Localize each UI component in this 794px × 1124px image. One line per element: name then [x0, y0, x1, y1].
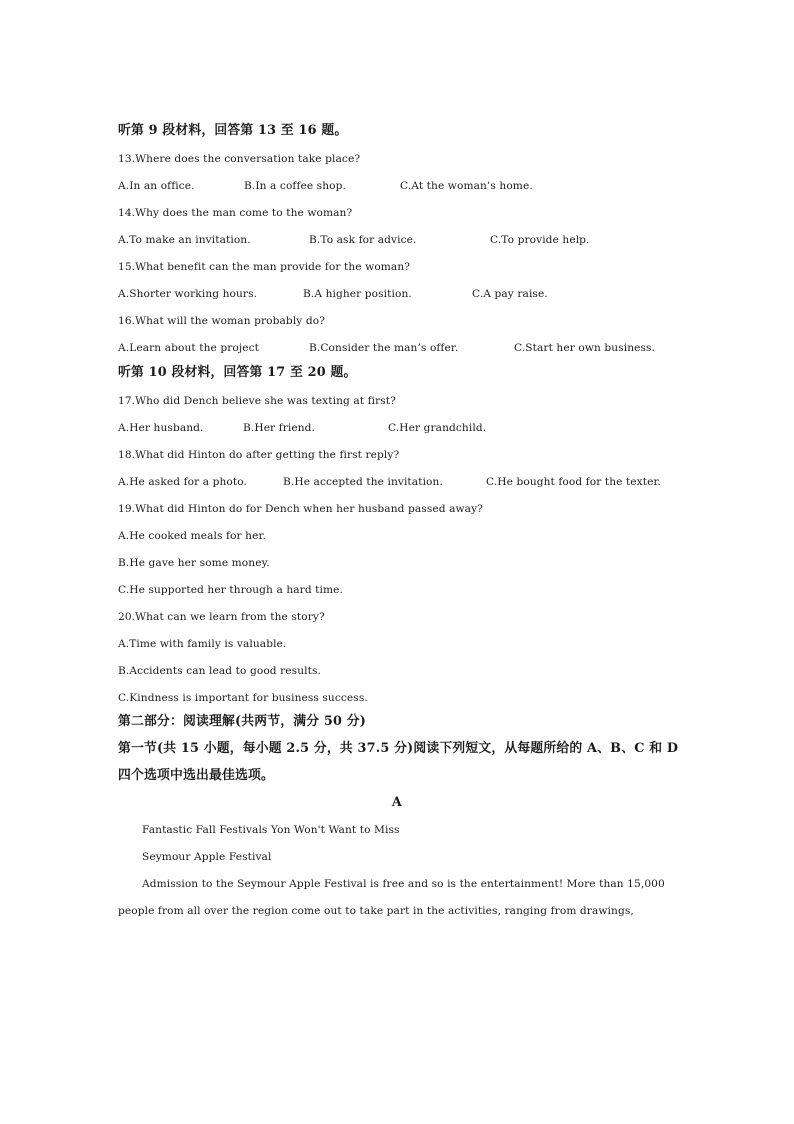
question-17: 17.Who did Dench believe she was texting at first? — [118, 395, 396, 407]
option-18-b: B.He accepted the invitation. — [283, 476, 443, 488]
question-14: 14.Why does the man come to the woman? — [118, 207, 353, 219]
option-13-c: C.At the woman’s home. — [400, 180, 533, 192]
option-15-b: B.A higher position. — [303, 288, 412, 300]
option-19-a: A.He cooked meals for her. — [118, 530, 266, 542]
part-2-heading: 第二部分：阅读理解(共两节，满分 50 分) — [118, 714, 366, 729]
option-17-b: B.Her friend. — [243, 422, 316, 434]
question-18: 18.What did Hinton do after getting the first reply? — [118, 449, 400, 461]
question-19: 19.What did Hinton do for Dench when her husband passed away? — [118, 503, 483, 515]
option-19-c: C.He supported her through a hard time. — [118, 584, 344, 596]
question-20: 20.What can we learn from the story? — [118, 611, 325, 623]
option-14-a: A.To make an invitation. — [118, 234, 251, 246]
passage-label: A — [391, 795, 403, 810]
part-2-instruction-line-2: 四个选项中选出最佳选项。 — [118, 768, 274, 783]
option-14-b: B.To ask for advice. — [309, 234, 417, 246]
passage-subtitle: Seymour Apple Festival — [142, 851, 272, 863]
part-2-instruction-line-1: 第一节(共 15 小题，每小题 2.5 分，共 37.5 分)阅读下列短文，从每题所给的 A、B、C 和 D — [118, 741, 679, 756]
option-15-a: A.Shorter working hours. — [118, 288, 258, 300]
question-16: 16.What will the woman probably do? — [118, 315, 325, 327]
option-13-b: B.In a coffee shop. — [244, 180, 346, 192]
passage-paragraph-line-2: people from all over the region come out to take part in the activities, ranging from drawings, — [118, 905, 634, 917]
passage-title: Fantastic Fall Festivals Yon Won't Want to Miss — [142, 824, 400, 836]
option-17-c: C.Her grandchild. — [388, 422, 487, 434]
option-20-c: C.Kindness is important for business success. — [118, 692, 368, 704]
option-18-c: C.He bought food for the texter. — [486, 476, 661, 488]
option-16-c: C.Start her own business. — [514, 342, 656, 354]
option-18-a: A.He asked for a photo. — [118, 476, 247, 488]
option-20-b: B.Accidents can lead to good results. — [118, 665, 321, 677]
option-20-a: A.Time with family is valuable. — [118, 638, 287, 650]
passage-paragraph-line-1: Admission to the Seymour Apple Festival is free and so is the entertainment! More than 15,000 — [142, 878, 665, 890]
question-13: 13.Where does the conversation take place? — [118, 153, 361, 165]
option-16-b: B.Consider the man’s offer. — [309, 342, 459, 354]
section-9-heading: 听第 9 段材料，回答第 13 至 16 题。 — [118, 123, 348, 138]
option-16-a: A.Learn about the project — [118, 342, 259, 354]
option-15-c: C.A pay raise. — [472, 288, 548, 300]
option-14-c: C.To provide help. — [490, 234, 590, 246]
option-13-a: A.In an office. — [118, 180, 195, 192]
section-10-heading: 听第 10 段材料，回答第 17 至 20 题。 — [118, 365, 357, 380]
option-19-b: B.He gave her some money. — [118, 557, 270, 569]
question-15: 15.What benefit can the man provide for the woman? — [118, 261, 411, 273]
option-17-a: A.Her husband. — [118, 422, 204, 434]
